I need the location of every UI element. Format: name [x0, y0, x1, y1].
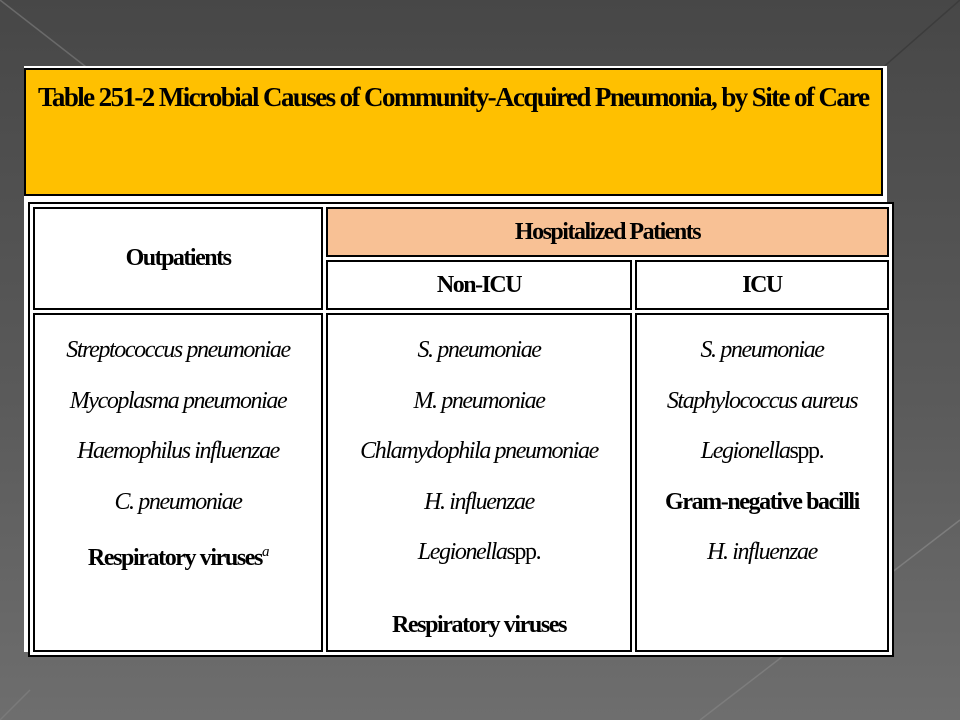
header-hospitalized: Hospitalized Patients — [326, 207, 889, 257]
list-item: H. influenzae — [424, 488, 534, 515]
list-item: Staphylococcus aureus — [666, 387, 858, 414]
header-non-icu: Non-ICU — [326, 260, 632, 310]
list-item: H. influenzae — [707, 539, 817, 565]
list-item: Streptococcus pneumoniae — [66, 337, 290, 363]
item-text: Legionella — [417, 539, 507, 565]
list-item: C. pneumoniae — [114, 488, 242, 515]
list-item: Gram-negative bacilli — [665, 488, 859, 515]
outpatients-column — [33, 313, 323, 652]
item-text: Respiratory viruses — [87, 545, 262, 571]
icu-column — [635, 313, 889, 652]
non-icu-column — [326, 313, 632, 652]
spacer — [328, 578, 630, 600]
list-item: Mycoplasma pneumoniae — [69, 387, 287, 414]
footnote-marker: a — [261, 544, 269, 560]
list-item: Respiratory viruses — [391, 611, 567, 638]
list-item — [35, 527, 321, 584]
list-item: S. pneumoniae — [417, 337, 541, 363]
item-suffix: spp. — [789, 438, 824, 464]
item-text: Legionella — [700, 438, 790, 464]
title-banner — [24, 68, 883, 196]
list-item — [328, 527, 630, 578]
table-title: Table 251-2 Microbial Causes of Community-Acquired Pneumonia, by Site of Care — [38, 82, 869, 112]
list-item: S. pneumoniae — [700, 337, 824, 363]
list-item: M. pneumoniae — [413, 387, 545, 414]
list-item — [637, 426, 887, 477]
list-item: Chlamydophila pneumoniae — [360, 438, 598, 464]
header-icu: ICU — [635, 260, 889, 310]
item-suffix: spp. — [506, 539, 541, 565]
list-item: Haemophilus influenzae — [77, 438, 279, 464]
pathogen-table — [28, 202, 894, 657]
header-outpatients: Outpatients — [33, 207, 323, 310]
slide-content — [24, 66, 887, 652]
